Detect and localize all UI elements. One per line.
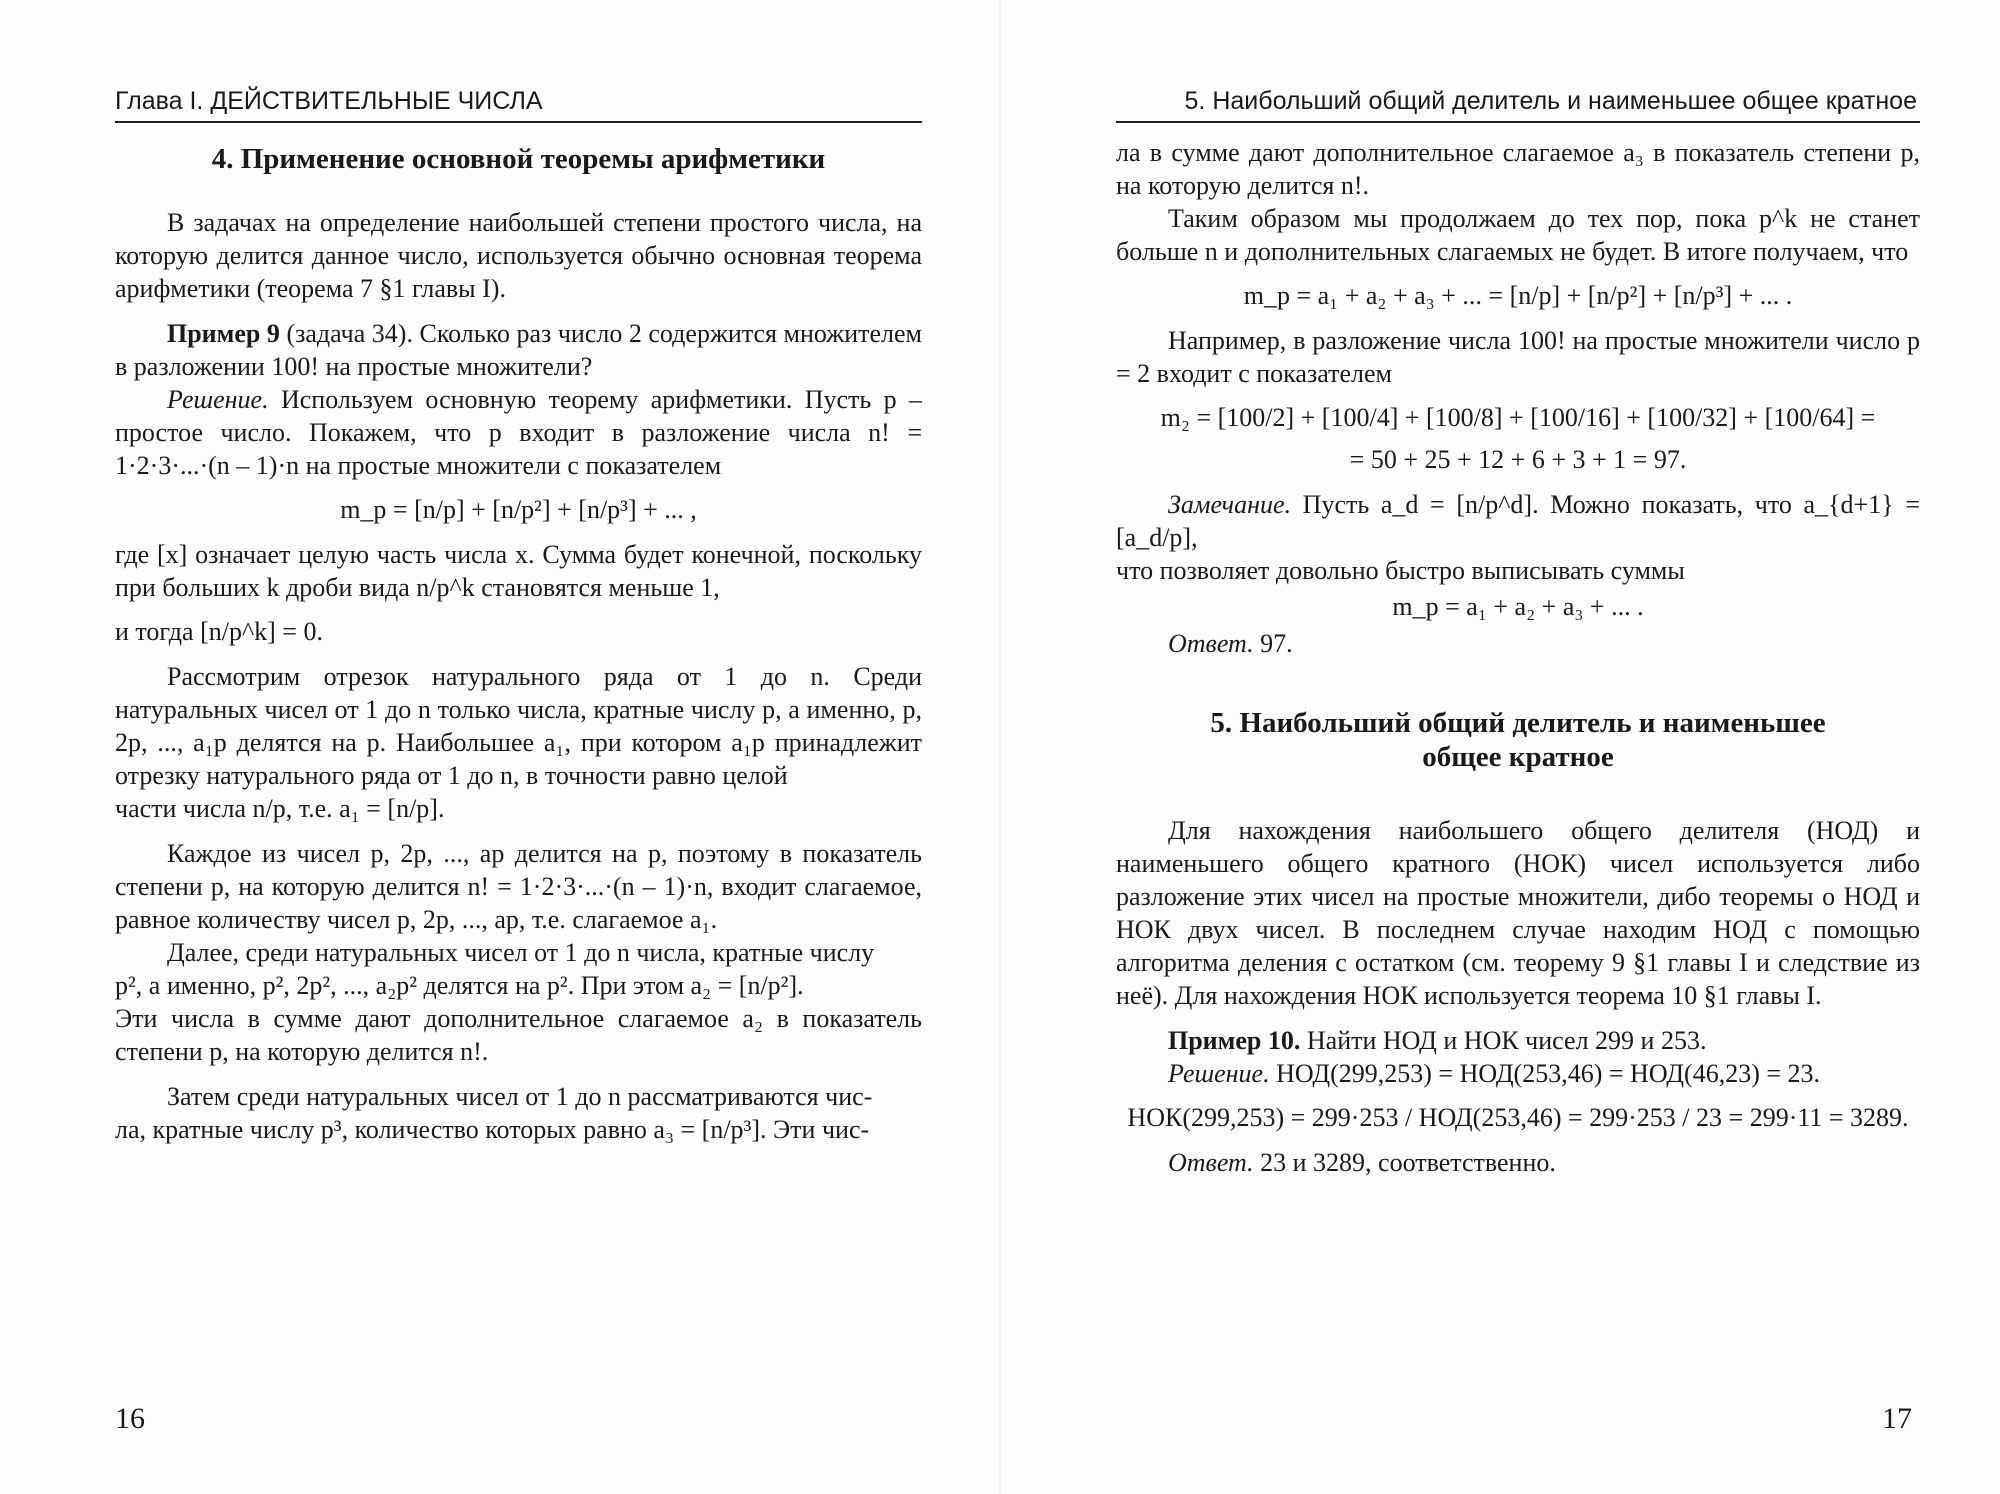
continued-paragraph: ла в сумме дают дополнительное слагаемое a₃ в показатель степени p, на которую делится n!.: [1116, 138, 1920, 200]
section-title-5: 5. Наибольший общий делитель и наименьшее общее кратное: [1210, 707, 1826, 773]
segment-paragraph-end: части числа n/p, т.е. a₁ = [n/p].: [115, 794, 445, 823]
header-rule-left: [115, 121, 922, 123]
formula-m2: m₂ = [100/2] + [100/4] + [100/8] + [100/16] + [100/32] + [100/64] =: [1160, 403, 1876, 432]
header-rule-right: [1116, 121, 1920, 123]
example-10-label: Пример 10.: [1168, 1026, 1301, 1055]
section-title-4: 4. Применение основной теоремы арифметики: [211, 143, 826, 175]
then-paragraph-line2: ла, кратные числу p³, количество которых равно a₃ = [n/p³]. Эти чис-: [115, 1115, 870, 1144]
page-number-left: 16: [115, 1402, 145, 1435]
page-number-right: 17: [1882, 1402, 1912, 1435]
intro-paragraph: В задачах на определение наибольшей степени простого числа, на которую делится данное число, используется обычно основная теорема арифметики (теорема 7 §1 главы I).: [115, 208, 922, 303]
example-9: Пример 9 (задача 34). Сколько раз число 2 содержится множителем в разложении 100! на простые множители?: [115, 319, 923, 381]
example-10: Пример 10. Найти НОД и НОК чисел 299 и 253.: [1168, 1026, 1707, 1055]
remark-continuation: что позволяет довольно быстро выписывать суммы: [1116, 556, 1685, 585]
remark-formula: m_p = a₁ + a₂ + a₃ + ... .: [1392, 592, 1644, 621]
answer-label: Ответ.: [1168, 629, 1254, 658]
solution-10: Решение. НОД(299,253) = НОД(253,46) = НОД(46,23) = 23.: [1168, 1059, 1821, 1088]
segment-paragraph: Рассмотрим отрезок натурального ряда от 1 до n. Среди натуральных чисел от 1 до n только числа, кратные числу p, а именно, p, 2p, ..., a₁p делятся на p. Наибольшее a₁, при котором a₁p принадлежит отрезку натурального ряда от 1 до n, в точности равно целой: [115, 662, 922, 790]
for-example-paragraph: Например, в разложение числа 100! на простые множители число p = 2 входит с показателем: [1116, 326, 1920, 388]
solution-label: Решение.: [167, 385, 269, 414]
thus-paragraph: Таким образом мы продолжаем до тех пор, пока p^k не станет больше n и дополнительных слагаемых не будет. В итоге получаем, что: [1116, 204, 1920, 266]
running-head-left: Глава I. ДЕЙСТВИТЕЛЬНЫЕ ЧИСЛА: [115, 87, 543, 115]
formula-nok: НОК(299,253) = 299·253 / НОД(253,46) = 299·253 / 23 = 299·11 = 3289.: [1127, 1103, 1909, 1132]
intro-paragraph-5: Для нахождения наибольшего общего делителя (НОД) и наименьшего общего кратного (НОК) чисел используется либо разложение этих чисел на простые множители, дибо теоремы о НОД и НОК двух чисел. В последнем случае находим НОД с помощью алгоритма деления с остатком (см. теорему 9 §1 главы I и следствие из неё). Для нахождения НОК используется теорема 10 §1 главы I.: [1116, 816, 1920, 1010]
solution-paragraph: Решение. Используем основную теорему арифметики. Пусть p – простое число. Покажем, что p входит в разложение числа n! = 1·2·3·...·(n – 1)·n на простые множители с показателем: [115, 385, 922, 480]
remark-label: Замечание.: [1168, 490, 1292, 519]
formula-mp: m_p = [n/p] + [n/p²] + [n/p³] + ... ,: [340, 495, 697, 524]
answer-97: Ответ. 97.: [1168, 629, 1293, 658]
running-head-right: 5. Наибольший общий делитель и наименьшее общее кратное: [1184, 87, 1917, 115]
formula-mp-sum: m_p = a₁ + a₂ + a₃ + ... = [n/p] + [n/p²] + [n/p³] + ... .: [1243, 281, 1793, 310]
formula-zero: и тогда [n/p^k] = 0.: [115, 617, 323, 646]
formula-m2-result: = 50 + 25 + 12 + 6 + 3 + 1 = 97.: [1349, 445, 1687, 474]
remark-paragraph: Замечание. Пусть a_d = [n/p^d]. Можно показать, что a_{d+1} = [a_d/p],: [1116, 490, 1920, 552]
next-paragraph-line1: Далее, среди натуральных чисел от 1 до n числа, кратные числу: [167, 938, 875, 967]
solution-10-label: Решение.: [1168, 1059, 1270, 1088]
left-page-content: [115, 136, 922, 1146]
right-page-content: [1116, 136, 1920, 1179]
right-page: [1000, 0, 2000, 1494]
where-paragraph: где [x] означает целую часть числа x. Сумма будет конечной, поскольку при больших k дроби вида n/p^k становятся меньше 1,: [115, 540, 922, 602]
next-paragraph-line3: Эти числа в сумме дают дополнительное слагаемое a₂ в показатель степени p, на которую делится n!.: [115, 1004, 922, 1066]
example-label: Пример 9: [167, 319, 280, 348]
then-paragraph-line1: Затем среди натуральных чисел от 1 до n рассматриваются чис-: [167, 1082, 873, 1111]
answer-10-label: Ответ.: [1168, 1148, 1254, 1177]
next-paragraph-line2: p², а именно, p², 2p², ..., a₂p² делятся на p². При этом a₂ = [n/p²].: [115, 971, 804, 1000]
each-paragraph: Каждое из чисел p, 2p, ..., ap делится на p, поэтому в показатель степени p, на которую делится n! = 1·2·3·...·(n – 1)·n, входит слагаемое, равное количеству чисел p, 2p, ..., ap, т.е. слагаемое a₁.: [115, 839, 922, 934]
answer-10: Ответ. 23 и 3289, соответственно.: [1168, 1148, 1556, 1177]
